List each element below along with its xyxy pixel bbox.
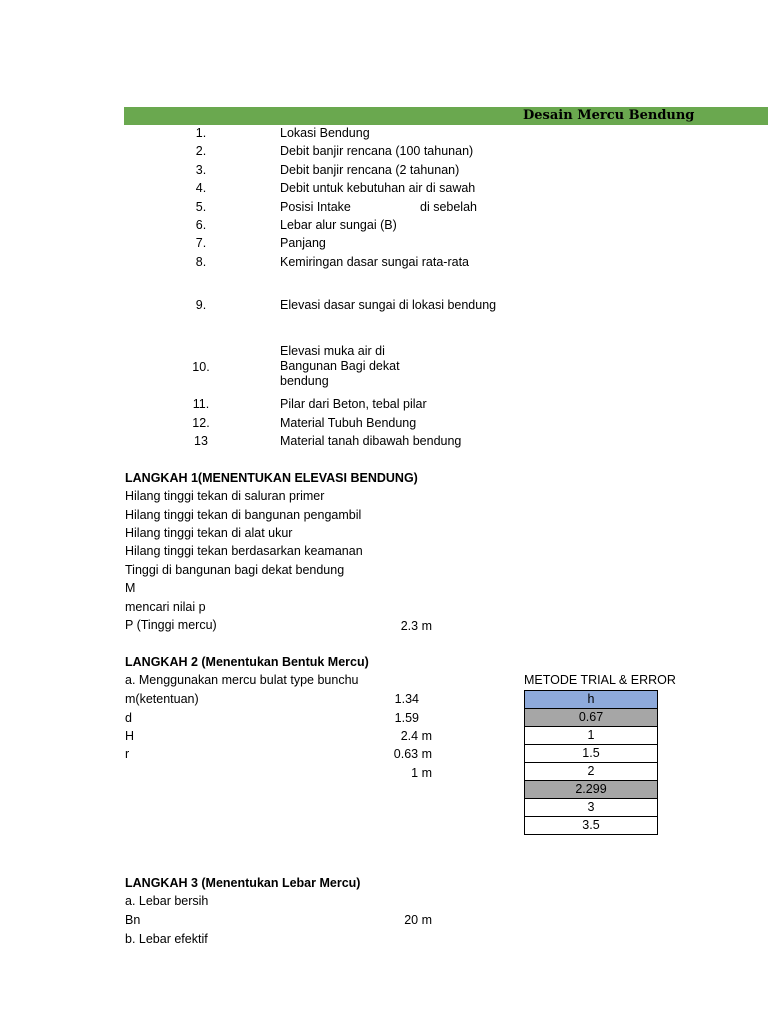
item-number: 6. [195, 218, 207, 232]
page-title: Desain Mercu Bendung [523, 108, 695, 123]
trial-header: h [525, 691, 658, 709]
item-label: Kemiringan dasar sungai rata-rata [280, 255, 469, 269]
trial-table [524, 690, 658, 835]
step1-line: Hilang tinggi tekan di alat ukur [125, 526, 293, 540]
trial-cell: 0.67 [525, 709, 658, 727]
item-label: Debit banjir rencana (100 tahunan) [280, 144, 474, 158]
item-number: 11. [192, 397, 210, 411]
step2-row-label: m(ketentuan) [125, 692, 199, 706]
item-number: 10. [192, 360, 210, 374]
item-label: Lebar alur sungai (B) [280, 218, 397, 232]
step1-heading: LANGKAH 1(MENENTUKAN ELEVASI BENDUNG) [125, 471, 418, 485]
item-label-line: Bangunan Bagi dekat [280, 359, 400, 373]
item-number: 4. [195, 181, 207, 195]
step2-row-label: H [125, 729, 135, 743]
p-value: 2.3 m [400, 619, 432, 633]
item-label: Posisi Intake [280, 200, 351, 214]
step2-row-value: 1 m [411, 766, 432, 780]
step1-line: M [125, 581, 136, 595]
item-number: 8. [195, 255, 207, 269]
step1-line: Hilang tinggi tekan di bangunan pengambil [125, 508, 362, 522]
p-label: P (Tinggi mercu) [125, 618, 217, 632]
item-number: 12. [192, 416, 210, 430]
item-label-multiline [280, 344, 400, 389]
step2-row-value: 1.34 [394, 692, 419, 706]
item-extra: di sebelah [420, 200, 477, 214]
bn-value: 20 m [404, 913, 432, 927]
item-label: Material Tubuh Bendung [280, 416, 417, 430]
step3-heading: LANGKAH 3 (Menentukan Lebar Mercu) [125, 876, 361, 890]
item-number: 9. [195, 298, 207, 312]
trial-cell: 3.5 [525, 817, 658, 835]
trial-cell: 2.299 [525, 781, 658, 799]
step1-line: Tinggi di bangunan bagi dekat bendung [125, 563, 345, 577]
step2-row-value: 0.63 m [393, 747, 432, 761]
title-bar [124, 107, 768, 125]
item-number: 3. [195, 163, 207, 177]
item-label: Lokasi Bendung [280, 126, 370, 140]
item-number: 5. [195, 200, 207, 214]
trial-title: METODE TRIAL & ERROR [524, 673, 676, 687]
trial-cell: 3 [525, 799, 658, 817]
item-number: 7. [195, 236, 207, 250]
item-label: Pilar dari Beton, tebal pilar [280, 397, 427, 411]
item-label: Panjang [280, 236, 326, 250]
trial-cell: 1.5 [525, 745, 658, 763]
step1-line: mencari nilai p [125, 600, 206, 614]
item-number: 13 [194, 434, 208, 448]
step2-row-value: 2.4 m [400, 729, 432, 743]
step2-heading: LANGKAH 2 (Menentukan Bentuk Mercu) [125, 655, 369, 669]
step1-line: Hilang tinggi tekan di saluran primer [125, 489, 325, 503]
step3-line-a: a. Lebar bersih [125, 894, 209, 908]
item-label: Debit banjir rencana (2 tahunan) [280, 163, 460, 177]
trial-cell: 2 [525, 763, 658, 781]
item-number: 1. [195, 126, 207, 140]
step2-row-label: d [125, 711, 132, 725]
step3-line-b: b. Lebar efektif [125, 932, 208, 946]
item-label: Elevasi dasar sungai di lokasi bendung [280, 298, 497, 312]
step2-intro: a. Menggunakan mercu bulat type bunchu [125, 673, 359, 687]
step1-line: Hilang tinggi tekan berdasarkan keamanan [125, 544, 363, 558]
trial-cell: 1 [525, 727, 658, 745]
step2-row-value: 1.59 [394, 711, 419, 725]
item-label: Material tanah dibawah bendung [280, 434, 462, 448]
item-label-line: Elevasi muka air di [280, 344, 385, 358]
item-label-line: bendung [280, 374, 329, 388]
bn-label: Bn [125, 913, 141, 927]
item-number: 2. [195, 144, 207, 158]
item-label: Debit untuk kebutuhan air di sawah [280, 181, 476, 195]
step2-row-label: r [125, 747, 130, 761]
